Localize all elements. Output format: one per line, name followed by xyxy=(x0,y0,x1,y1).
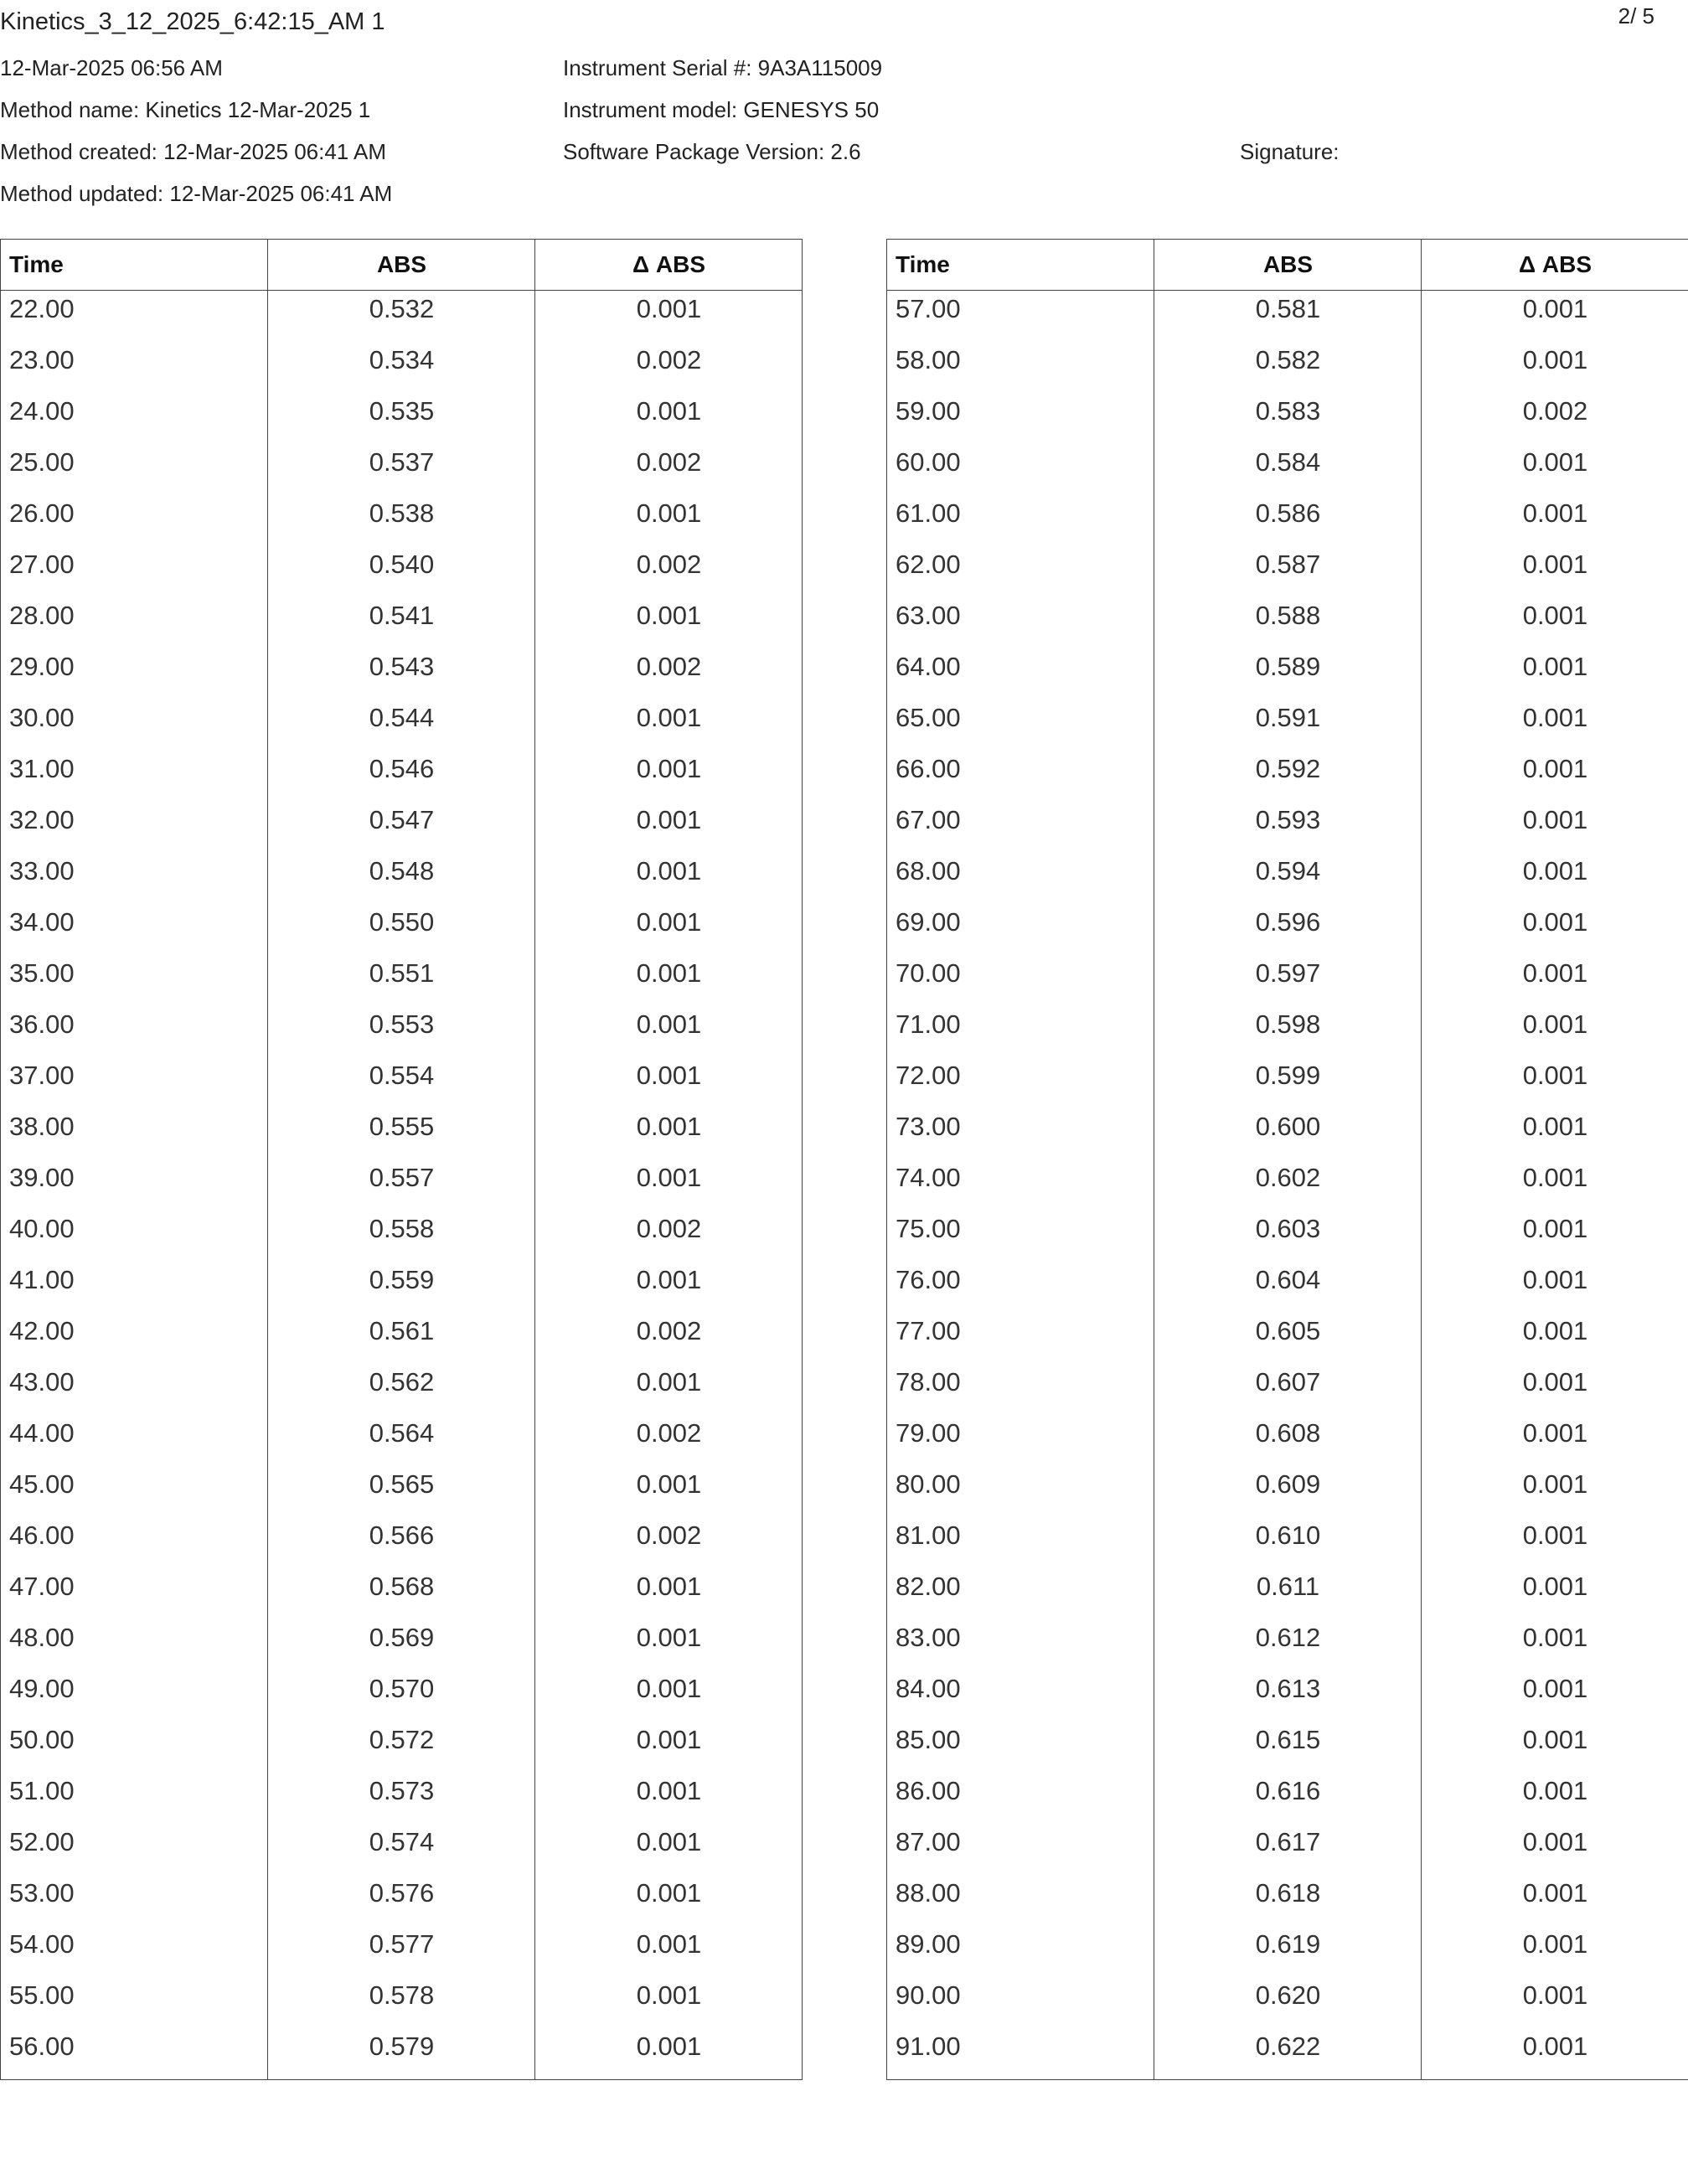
abs-cell: 0.554 xyxy=(369,1061,435,1090)
time-cell: 73.00 xyxy=(896,1112,961,1141)
delta-abs-cell: 0.001 xyxy=(1522,1572,1588,1601)
delta-abs-cell: 0.001 xyxy=(1522,703,1588,732)
abs-cell: 0.610 xyxy=(1255,1521,1321,1550)
table-row xyxy=(1,1567,802,1619)
table-row xyxy=(1,392,802,443)
table-row xyxy=(1,1261,802,1312)
delta-abs-cell: 0.002 xyxy=(636,447,702,477)
time-cell: 44.00 xyxy=(9,1418,75,1448)
time-cell: 40.00 xyxy=(9,1214,75,1243)
delta-abs-cell: 0.001 xyxy=(1522,958,1588,988)
time-cell: 72.00 xyxy=(896,1061,961,1090)
time-cell: 77.00 xyxy=(896,1316,961,1345)
table-row xyxy=(1,1670,802,1721)
delta-abs-cell: 0.001 xyxy=(636,754,702,783)
time-cell: 75.00 xyxy=(896,1214,961,1243)
table-row xyxy=(1,1772,802,1823)
table-row xyxy=(887,750,1688,801)
table-row xyxy=(1,545,802,596)
time-cell: 67.00 xyxy=(896,805,961,834)
instrument-serial: Instrument Serial #: 9A3A115009 xyxy=(563,55,883,80)
delta-abs-cell: 0.001 xyxy=(1522,498,1588,528)
time-cell: 74.00 xyxy=(896,1163,961,1192)
time-cell: 36.00 xyxy=(9,1009,75,1039)
time-cell: 79.00 xyxy=(896,1418,961,1448)
time-cell: 39.00 xyxy=(9,1163,75,1192)
delta-abs-cell: 0.001 xyxy=(636,1725,702,1754)
abs-cell: 0.579 xyxy=(369,2032,435,2061)
abs-cell: 0.620 xyxy=(1255,1980,1321,2010)
abs-cell: 0.576 xyxy=(369,1878,435,1908)
abs-cell: 0.577 xyxy=(369,1929,435,1959)
table-row xyxy=(1,1056,802,1107)
abs-cell: 0.541 xyxy=(369,601,435,630)
table-row xyxy=(887,1823,1688,1874)
data-table-right xyxy=(886,239,1688,2080)
abs-cell: 0.619 xyxy=(1255,1929,1321,1959)
table-row xyxy=(887,1670,1688,1721)
signature-label: Signature: xyxy=(1240,139,1340,164)
abs-cell: 0.611 xyxy=(1256,1572,1320,1601)
table-row xyxy=(1,494,802,545)
table-row xyxy=(887,1567,1688,1619)
table-row xyxy=(1,801,802,852)
time-cell: 84.00 xyxy=(896,1674,961,1703)
time-cell: 46.00 xyxy=(9,1521,75,1550)
table-row xyxy=(1,1107,802,1159)
delta-abs-cell: 0.001 xyxy=(636,958,702,988)
time-cell: 87.00 xyxy=(896,1827,961,1856)
report-title: Kinetics_3_12_2025_6:42:15_AM 1 xyxy=(0,8,385,35)
time-cell: 66.00 xyxy=(896,754,961,783)
abs-cell: 0.562 xyxy=(369,1367,435,1397)
table-row xyxy=(887,1874,1688,1925)
time-cell: 55.00 xyxy=(9,1980,75,2010)
delta-abs-cell: 0.001 xyxy=(1522,601,1588,630)
abs-cell: 0.600 xyxy=(1255,1112,1321,1141)
abs-cell: 0.558 xyxy=(369,1214,435,1243)
method-name: Method name: Kinetics 12-Mar-2025 1 xyxy=(0,97,371,122)
time-cell: 23.00 xyxy=(9,345,75,374)
abs-cell: 0.608 xyxy=(1255,1418,1321,1448)
table-row xyxy=(1,1874,802,1925)
table-row xyxy=(887,954,1688,1005)
delta-abs-cell: 0.001 xyxy=(636,1061,702,1090)
instrument-model: Instrument model: GENESYS 50 xyxy=(563,97,880,122)
abs-cell: 0.602 xyxy=(1255,1163,1321,1192)
delta-abs-cell: 0.001 xyxy=(636,1469,702,1499)
delta-abs-cell: 0.001 xyxy=(1522,1878,1588,1908)
table-row xyxy=(887,1925,1688,1976)
delta-abs-cell: 0.001 xyxy=(636,1009,702,1039)
delta-abs-cell: 0.002 xyxy=(1522,396,1588,426)
abs-cell: 0.578 xyxy=(369,1980,435,2010)
software-version: Software Package Version: 2.6 xyxy=(563,139,861,164)
time-cell: 54.00 xyxy=(9,1929,75,1959)
time-cell: 32.00 xyxy=(9,805,75,834)
abs-cell: 0.569 xyxy=(369,1623,435,1652)
table-row xyxy=(1,1721,802,1772)
delta-abs-cell: 0.001 xyxy=(1522,907,1588,937)
delta-abs-cell: 0.001 xyxy=(1522,1674,1588,1703)
delta-abs-cell: 0.001 xyxy=(1522,1469,1588,1499)
column-header-abs: ABS xyxy=(376,251,427,277)
time-cell: 37.00 xyxy=(9,1061,75,1090)
abs-cell: 0.582 xyxy=(1255,345,1321,374)
abs-cell: 0.587 xyxy=(1255,550,1321,579)
delta-abs-cell: 0.001 xyxy=(636,1367,702,1397)
table-row xyxy=(1,2027,802,2078)
abs-cell: 0.572 xyxy=(369,1725,435,1754)
delta-abs-cell: 0.001 xyxy=(636,1163,702,1192)
abs-cell: 0.584 xyxy=(1255,447,1321,477)
abs-cell: 0.613 xyxy=(1255,1674,1321,1703)
time-cell: 48.00 xyxy=(9,1623,75,1652)
abs-cell: 0.561 xyxy=(369,1316,435,1345)
table-row xyxy=(887,1976,1688,2027)
delta-abs-cell: 0.001 xyxy=(636,396,702,426)
table-row xyxy=(1,1516,802,1567)
abs-cell: 0.566 xyxy=(369,1521,435,1550)
report-date: 12-Mar-2025 06:56 AM xyxy=(0,55,223,80)
abs-cell: 0.617 xyxy=(1255,1827,1321,1856)
time-cell: 33.00 xyxy=(9,856,75,885)
delta-abs-cell: 0.001 xyxy=(1522,1980,1588,2010)
delta-abs-cell: 0.001 xyxy=(1522,1316,1588,1345)
abs-cell: 0.592 xyxy=(1255,754,1321,783)
abs-cell: 0.609 xyxy=(1255,1469,1321,1499)
table-row xyxy=(887,1159,1688,1210)
delta-abs-cell: 0.001 xyxy=(1522,294,1588,323)
abs-cell: 0.537 xyxy=(369,447,435,477)
time-cell: 24.00 xyxy=(9,396,75,426)
table-row xyxy=(1,954,802,1005)
time-cell: 28.00 xyxy=(9,601,75,630)
abs-cell: 0.605 xyxy=(1255,1316,1321,1345)
time-cell: 56.00 xyxy=(9,2032,75,2061)
table-row xyxy=(887,1261,1688,1312)
time-cell: 81.00 xyxy=(896,1521,961,1550)
time-cell: 61.00 xyxy=(896,498,961,528)
table-row xyxy=(1,1210,802,1261)
table-row xyxy=(887,1210,1688,1261)
abs-cell: 0.612 xyxy=(1255,1623,1321,1652)
table-row xyxy=(887,2027,1688,2078)
time-cell: 52.00 xyxy=(9,1827,75,1856)
table-row xyxy=(887,903,1688,954)
abs-cell: 0.594 xyxy=(1255,856,1321,885)
table-row xyxy=(1,596,802,648)
abs-cell: 0.616 xyxy=(1255,1776,1321,1805)
delta-abs-cell: 0.001 xyxy=(1522,1623,1588,1652)
abs-cell: 0.535 xyxy=(369,396,435,426)
abs-cell: 0.615 xyxy=(1255,1725,1321,1754)
table-row xyxy=(887,648,1688,699)
delta-abs-cell: 0.001 xyxy=(636,1929,702,1959)
delta-abs-cell: 0.001 xyxy=(636,1572,702,1601)
abs-cell: 0.598 xyxy=(1255,1009,1321,1039)
abs-cell: 0.555 xyxy=(369,1112,435,1141)
abs-cell: 0.588 xyxy=(1255,601,1321,630)
time-cell: 80.00 xyxy=(896,1469,961,1499)
time-cell: 50.00 xyxy=(9,1725,75,1754)
delta-abs-cell: 0.001 xyxy=(1522,2032,1588,2061)
table-row xyxy=(887,1721,1688,1772)
page-number: 2/ 5 xyxy=(1618,3,1654,28)
abs-cell: 0.573 xyxy=(369,1776,435,1805)
time-cell: 82.00 xyxy=(896,1572,961,1601)
time-cell: 91.00 xyxy=(896,2032,961,2061)
time-cell: 35.00 xyxy=(9,958,75,988)
abs-cell: 0.538 xyxy=(369,498,435,528)
time-cell: 30.00 xyxy=(9,703,75,732)
abs-cell: 0.540 xyxy=(369,550,435,579)
abs-cell: 0.570 xyxy=(369,1674,435,1703)
table-row xyxy=(887,852,1688,903)
delta-abs-cell: 0.002 xyxy=(636,1418,702,1448)
time-cell: 49.00 xyxy=(9,1674,75,1703)
delta-abs-cell: 0.001 xyxy=(636,1776,702,1805)
abs-cell: 0.553 xyxy=(369,1009,435,1039)
delta-abs-cell: 0.001 xyxy=(636,1112,702,1141)
time-cell: 60.00 xyxy=(896,447,961,477)
table-row xyxy=(887,494,1688,545)
time-cell: 34.00 xyxy=(9,907,75,937)
delta-abs-cell: 0.001 xyxy=(1522,1418,1588,1448)
time-cell: 71.00 xyxy=(896,1009,961,1039)
delta-abs-cell: 0.001 xyxy=(636,1980,702,2010)
time-cell: 89.00 xyxy=(896,1929,961,1959)
time-cell: 63.00 xyxy=(896,601,961,630)
time-cell: 41.00 xyxy=(9,1265,75,1294)
time-cell: 88.00 xyxy=(896,1878,961,1908)
table-row xyxy=(1,443,802,494)
delta-abs-cell: 0.002 xyxy=(636,1521,702,1550)
column-header-delta-abs: Δ ABS xyxy=(632,251,706,277)
time-cell: 29.00 xyxy=(9,652,75,681)
delta-abs-cell: 0.001 xyxy=(1522,345,1588,374)
table-row xyxy=(1,648,802,699)
method-updated: Method updated: 12-Mar-2025 06:41 AM xyxy=(0,181,393,206)
abs-cell: 0.593 xyxy=(1255,805,1321,834)
time-cell: 27.00 xyxy=(9,550,75,579)
time-cell: 70.00 xyxy=(896,958,961,988)
delta-abs-cell: 0.001 xyxy=(1522,1521,1588,1550)
abs-cell: 0.547 xyxy=(369,805,435,834)
time-cell: 26.00 xyxy=(9,498,75,528)
table-row xyxy=(1,903,802,954)
delta-abs-cell: 0.001 xyxy=(1522,1776,1588,1805)
table-row xyxy=(887,1414,1688,1465)
abs-cell: 0.596 xyxy=(1255,907,1321,937)
table-row xyxy=(1,1925,802,1976)
abs-cell: 0.546 xyxy=(369,754,435,783)
column-header-abs: ABS xyxy=(1262,251,1314,277)
table-row xyxy=(1,1465,802,1516)
abs-cell: 0.551 xyxy=(369,958,435,988)
abs-cell: 0.557 xyxy=(369,1163,435,1192)
abs-cell: 0.568 xyxy=(369,1572,435,1601)
table-row xyxy=(1,1414,802,1465)
delta-abs-cell: 0.001 xyxy=(1522,1725,1588,1754)
delta-abs-cell: 0.001 xyxy=(636,1265,702,1294)
abs-cell: 0.565 xyxy=(369,1469,435,1499)
abs-cell: 0.586 xyxy=(1255,498,1321,528)
table-row xyxy=(887,392,1688,443)
abs-cell: 0.597 xyxy=(1255,958,1321,988)
delta-abs-cell: 0.001 xyxy=(1522,805,1588,834)
abs-cell: 0.589 xyxy=(1255,652,1321,681)
delta-abs-cell: 0.001 xyxy=(636,703,702,732)
abs-cell: 0.622 xyxy=(1255,2032,1321,2061)
delta-abs-cell: 0.001 xyxy=(636,856,702,885)
time-cell: 25.00 xyxy=(9,447,75,477)
table-row xyxy=(887,1772,1688,1823)
table-row xyxy=(887,699,1688,750)
time-cell: 83.00 xyxy=(896,1623,961,1652)
delta-abs-cell: 0.001 xyxy=(1522,1009,1588,1039)
table-row xyxy=(1,1823,802,1874)
table-row xyxy=(1,1005,802,1056)
table-row xyxy=(887,1516,1688,1567)
table-row xyxy=(887,1312,1688,1363)
time-cell: 57.00 xyxy=(896,294,961,323)
delta-abs-cell: 0.002 xyxy=(636,1214,702,1243)
delta-abs-cell: 0.001 xyxy=(636,2032,702,2061)
delta-abs-cell: 0.001 xyxy=(636,1827,702,1856)
delta-abs-cell: 0.002 xyxy=(636,345,702,374)
abs-cell: 0.591 xyxy=(1255,703,1321,732)
delta-abs-cell: 0.001 xyxy=(1522,754,1588,783)
abs-cell: 0.564 xyxy=(369,1418,435,1448)
abs-cell: 0.599 xyxy=(1255,1061,1321,1090)
time-cell: 22.00 xyxy=(9,294,75,323)
table-row xyxy=(1,1363,802,1414)
abs-cell: 0.532 xyxy=(369,294,435,323)
time-cell: 42.00 xyxy=(9,1316,75,1345)
time-cell: 68.00 xyxy=(896,856,961,885)
time-cell: 43.00 xyxy=(9,1367,75,1397)
abs-cell: 0.543 xyxy=(369,652,435,681)
time-cell: 31.00 xyxy=(9,754,75,783)
abs-cell: 0.583 xyxy=(1255,396,1321,426)
delta-abs-cell: 0.001 xyxy=(1522,1214,1588,1243)
method-created: Method created: 12-Mar-2025 06:41 AM xyxy=(0,139,387,164)
delta-abs-cell: 0.001 xyxy=(1522,550,1588,579)
time-cell: 90.00 xyxy=(896,1980,961,2010)
table-row xyxy=(887,1107,1688,1159)
time-cell: 62.00 xyxy=(896,550,961,579)
delta-abs-cell: 0.001 xyxy=(1522,856,1588,885)
column-header-delta-abs: Δ ABS xyxy=(1518,251,1593,277)
table-row xyxy=(887,545,1688,596)
delta-abs-cell: 0.001 xyxy=(636,1623,702,1652)
delta-abs-cell: 0.001 xyxy=(1522,1929,1588,1959)
table-row xyxy=(1,750,802,801)
time-cell: 53.00 xyxy=(9,1878,75,1908)
table-row xyxy=(1,290,802,341)
abs-cell: 0.618 xyxy=(1255,1878,1321,1908)
table-row xyxy=(887,1363,1688,1414)
time-cell: 85.00 xyxy=(896,1725,961,1754)
table-row xyxy=(887,1005,1688,1056)
abs-cell: 0.603 xyxy=(1255,1214,1321,1243)
table-row xyxy=(1,852,802,903)
table-row xyxy=(1,1976,802,2027)
abs-cell: 0.581 xyxy=(1255,294,1321,323)
time-cell: 64.00 xyxy=(896,652,961,681)
delta-abs-cell: 0.001 xyxy=(1522,447,1588,477)
time-cell: 38.00 xyxy=(9,1112,75,1141)
delta-abs-cell: 0.001 xyxy=(636,805,702,834)
table-row xyxy=(1,1312,802,1363)
abs-cell: 0.607 xyxy=(1255,1367,1321,1397)
table-row xyxy=(887,596,1688,648)
delta-abs-cell: 0.001 xyxy=(636,498,702,528)
time-cell: 58.00 xyxy=(896,345,961,374)
delta-abs-cell: 0.001 xyxy=(1522,1163,1588,1192)
delta-abs-cell: 0.001 xyxy=(1522,1367,1588,1397)
table-row xyxy=(1,341,802,392)
time-cell: 86.00 xyxy=(896,1776,961,1805)
table-row xyxy=(887,1056,1688,1107)
time-cell: 76.00 xyxy=(896,1265,961,1294)
delta-abs-cell: 0.002 xyxy=(636,550,702,579)
table-row xyxy=(1,1159,802,1210)
column-header-time: Time xyxy=(9,251,64,277)
table-row xyxy=(887,443,1688,494)
delta-abs-cell: 0.001 xyxy=(636,1878,702,1908)
abs-cell: 0.550 xyxy=(369,907,435,937)
table-row xyxy=(887,1465,1688,1516)
delta-abs-cell: 0.001 xyxy=(636,907,702,937)
abs-cell: 0.604 xyxy=(1255,1265,1321,1294)
abs-cell: 0.559 xyxy=(369,1265,435,1294)
abs-cell: 0.548 xyxy=(369,856,435,885)
delta-abs-cell: 0.001 xyxy=(636,1674,702,1703)
delta-abs-cell: 0.001 xyxy=(636,601,702,630)
column-header-time: Time xyxy=(896,251,950,277)
abs-cell: 0.574 xyxy=(369,1827,435,1856)
time-cell: 47.00 xyxy=(9,1572,75,1601)
table-row xyxy=(887,1619,1688,1670)
delta-abs-cell: 0.002 xyxy=(636,652,702,681)
time-cell: 69.00 xyxy=(896,907,961,937)
delta-abs-cell: 0.001 xyxy=(1522,1827,1588,1856)
delta-abs-cell: 0.001 xyxy=(1522,1112,1588,1141)
time-cell: 45.00 xyxy=(9,1469,75,1499)
abs-cell: 0.544 xyxy=(369,703,435,732)
data-table-left xyxy=(0,239,803,2080)
table-row xyxy=(887,290,1688,341)
abs-cell: 0.534 xyxy=(369,345,435,374)
delta-abs-cell: 0.001 xyxy=(636,294,702,323)
time-cell: 65.00 xyxy=(896,703,961,732)
delta-abs-cell: 0.001 xyxy=(1522,1265,1588,1294)
table-row xyxy=(1,1619,802,1670)
delta-abs-cell: 0.001 xyxy=(1522,1061,1588,1090)
time-cell: 78.00 xyxy=(896,1367,961,1397)
time-cell: 51.00 xyxy=(9,1776,75,1805)
table-row xyxy=(887,801,1688,852)
table-row xyxy=(1,699,802,750)
delta-abs-cell: 0.002 xyxy=(636,1316,702,1345)
delta-abs-cell: 0.001 xyxy=(1522,652,1588,681)
table-row xyxy=(887,341,1688,392)
time-cell: 59.00 xyxy=(896,396,961,426)
